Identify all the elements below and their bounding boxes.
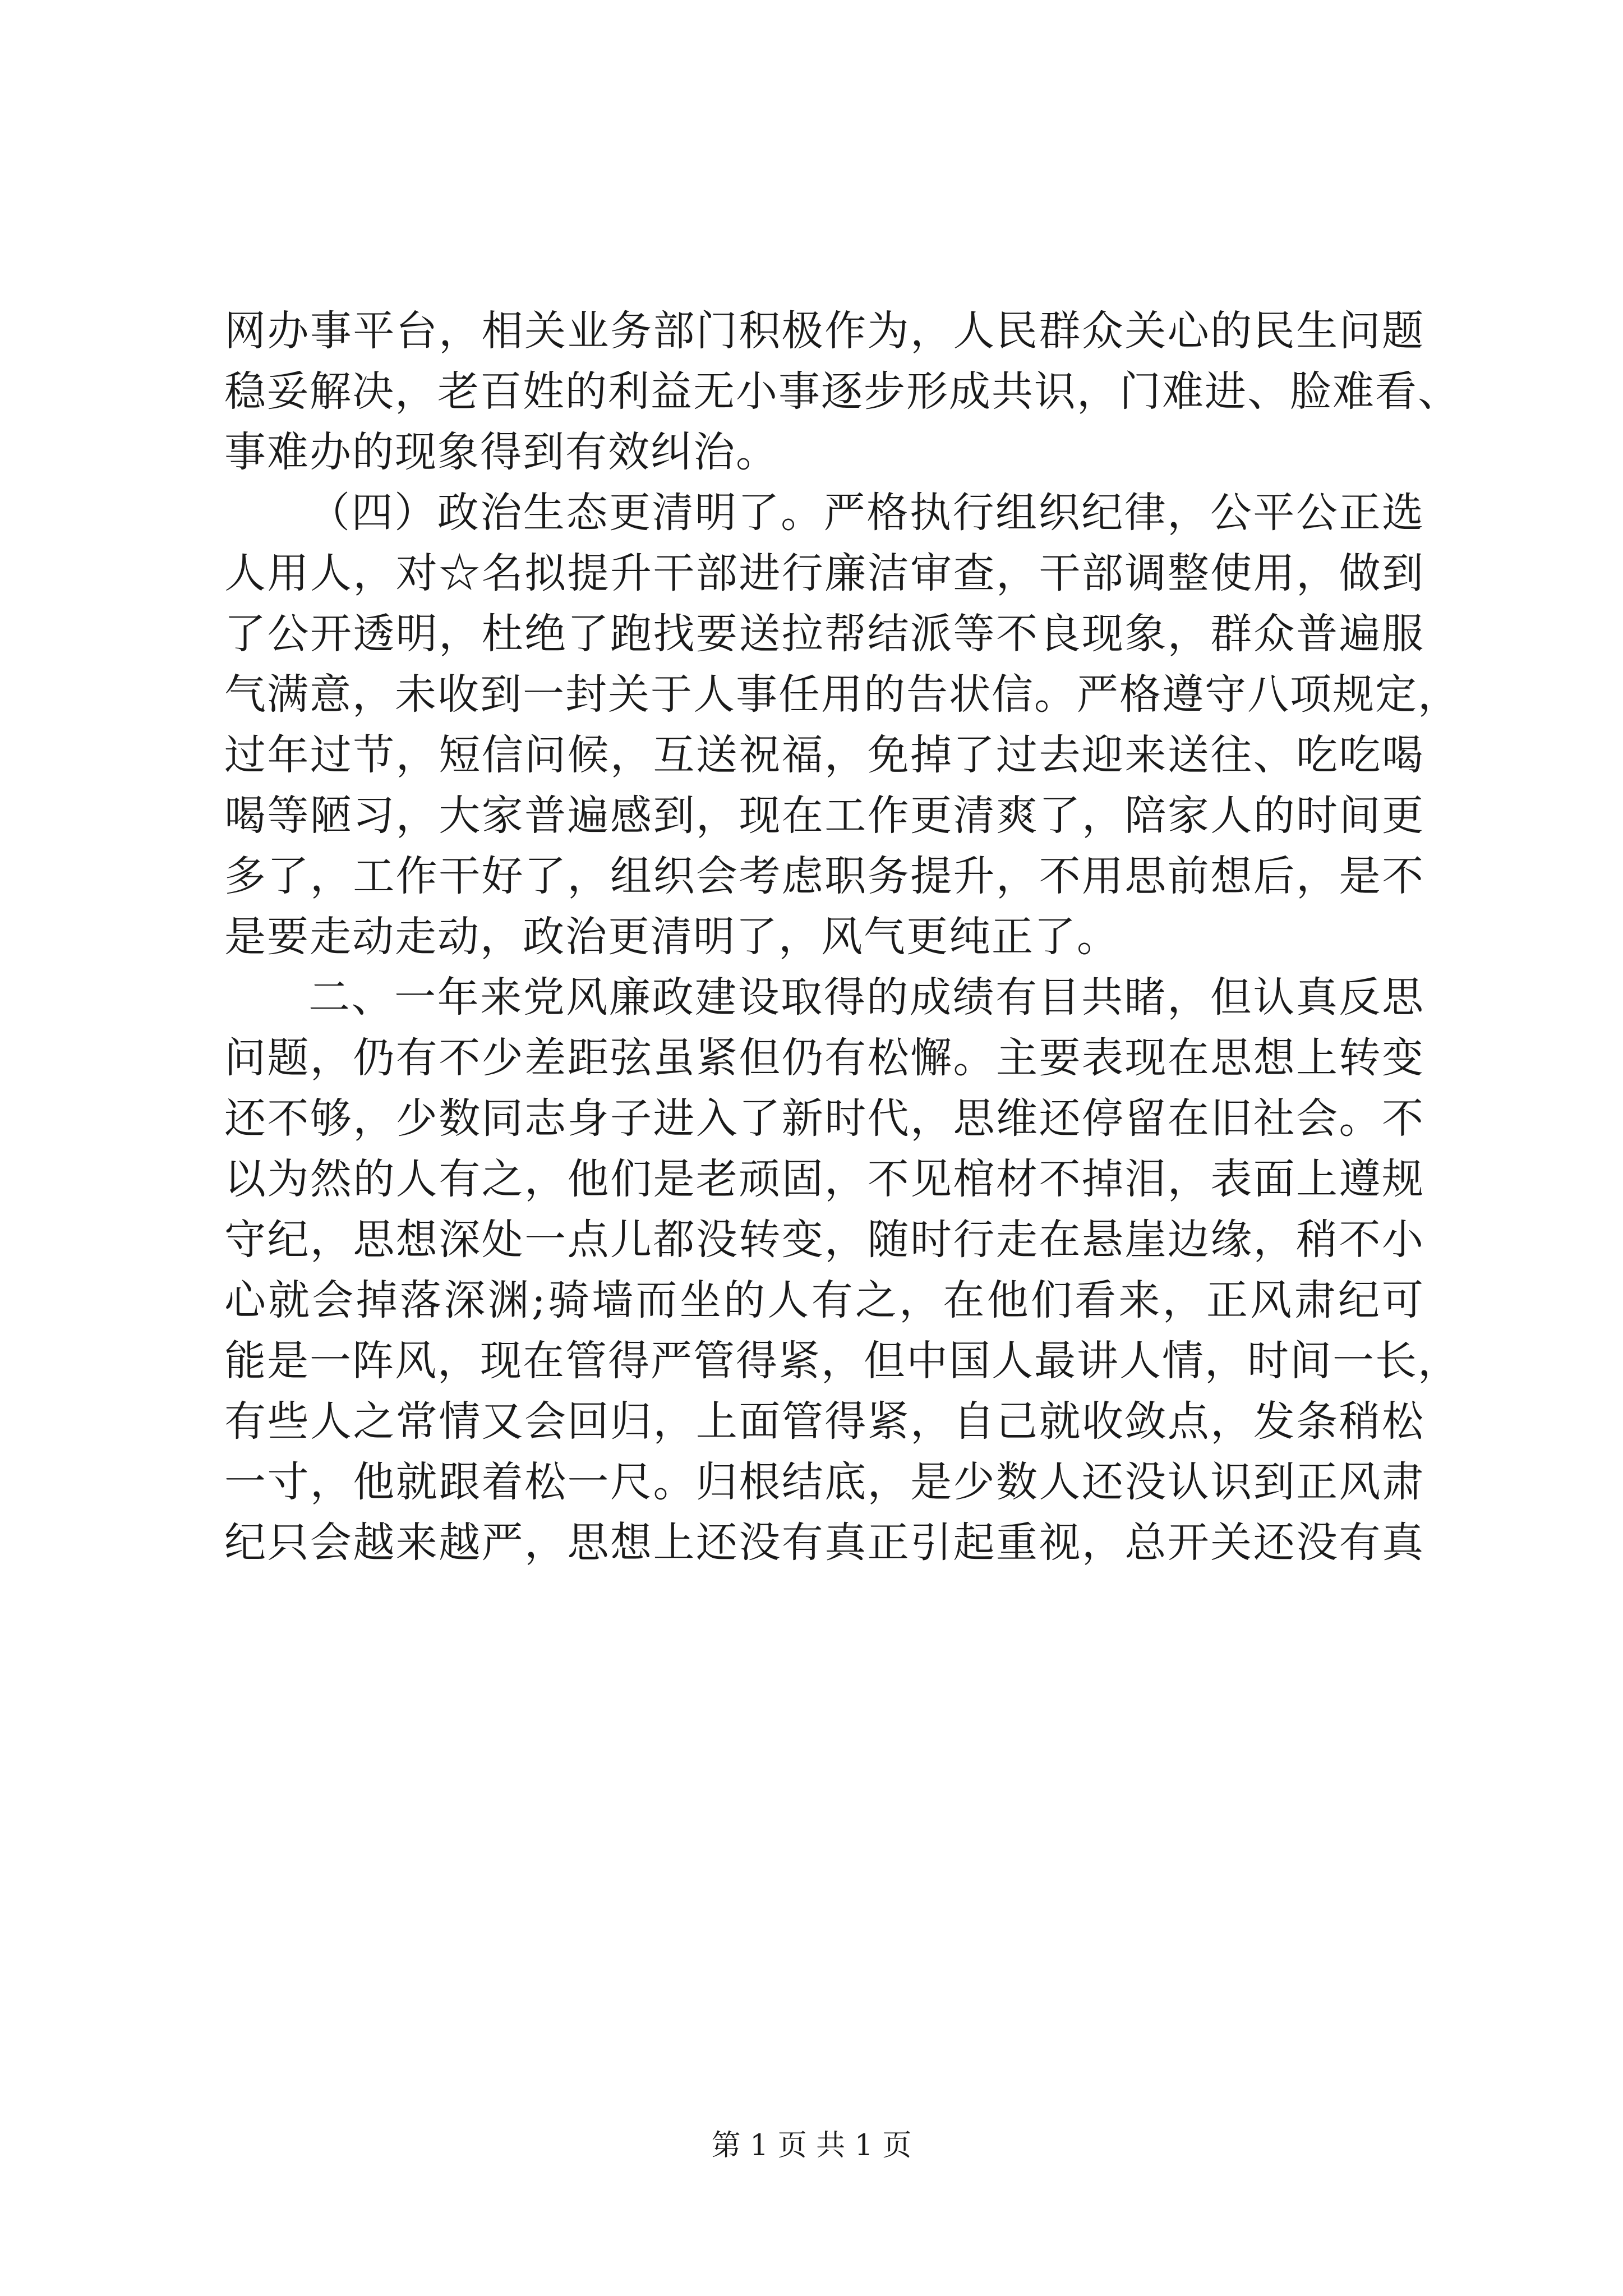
text-line-9: 喝等陋习，大家普遍感到，现在工作更清爽了，陪家人的时间更: [224, 792, 1424, 840]
text-line-8: 过年过节，短信问候，互送祝福，免掉了过去迎来送往、吃吃喝: [224, 731, 1424, 779]
text-line-20: 一寸，他就跟着松一尺。归根结底，是少数人还没认识到正风肃: [224, 1458, 1424, 1506]
page-footer: 第 1 页 共 1 页: [711, 2129, 912, 2162]
text-line-5: 人用人，对☆名拟提升干部进行廉洁审查，干部调整使用，做到: [224, 549, 1424, 597]
text-line-1: 网办事平台，相关业务部门积极作为，人民群众关心的民生问题: [224, 307, 1424, 355]
text-line-17: 心就会掉落深渊;骑墙而坐的人有之，在他们看来，正风肃纪可: [224, 1276, 1424, 1324]
text-line-13: 问题，仍有不少差距弦虽紧但仍有松懈。主要表现在思想上转变: [224, 1034, 1424, 1082]
text-line-7: 气满意，未收到一封关于人事任用的告状信。严格遵守八项规定，: [224, 670, 1460, 719]
text-line-21: 纪只会越来越严，思想上还没有真正引起重视，总开关还没有真: [224, 1519, 1424, 1567]
text-line-12: 二、一年来党风廉政建设取得的成绩有目共睹，但认真反思: [308, 973, 1424, 1022]
text-line-2: 稳妥解决，老百姓的利益无小事逐步形成共识，门难进、脸难看、: [224, 367, 1460, 416]
text-line-18: 能是一阵风，现在管得严管得紧，但中国人最讲人情，时间一长，: [224, 1337, 1460, 1385]
text-line-10: 多了，工作干好了，组织会考虑职务提升，不用思前想后，是不: [224, 852, 1424, 900]
text-line-16: 守纪，思想深处一点儿都没转变，随时行走在悬崖边缘，稍不小: [224, 1216, 1424, 1264]
text-line-14: 还不够，少数同志身子进入了新时代，思维还停留在旧社会。不: [224, 1094, 1424, 1143]
text-line-11: 是要走动走动，政治更清明了，风气更纯正了。: [224, 913, 1119, 961]
text-line-3: 事难办的现象得到有效纠治。: [224, 428, 778, 476]
text-line-19: 有些人之常情又会回归，上面管得紧，自己就收敛点，发条稍松: [224, 1397, 1424, 1446]
text-line-4: （四）政治生态更清明了。严格执行组织纪律，公平公正选: [308, 489, 1424, 537]
text-line-15: 以为然的人有之，他们是老顽固，不见棺材不掉泪，表面上遵规: [224, 1155, 1424, 1203]
text-line-6: 了公开透明，杜绝了跑找要送拉帮结派等不良现象，群众普遍服: [224, 610, 1424, 658]
